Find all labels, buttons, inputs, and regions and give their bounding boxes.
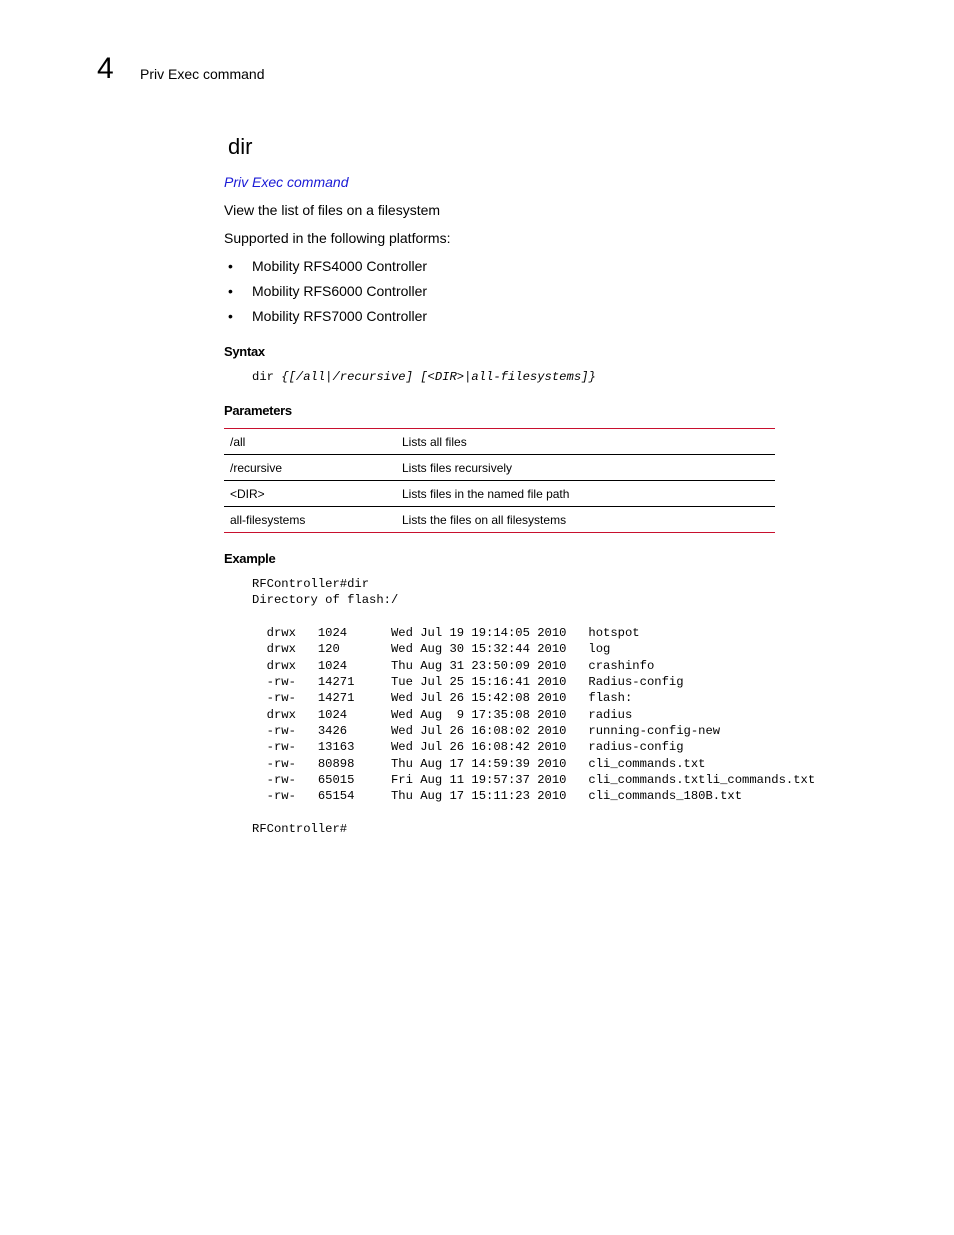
parameters-heading: Parameters <box>224 403 292 418</box>
bullet-icon: • <box>228 308 233 324</box>
param-name: <DIR> <box>224 481 396 507</box>
list-item: • Mobility RFS4000 Controller <box>228 258 428 274</box>
table-row <box>224 481 775 507</box>
syntax-command: dir <box>252 370 282 384</box>
chapter-title: Priv Exec command <box>140 66 265 82</box>
bullet-icon: • <box>228 258 233 274</box>
param-desc: Lists files recursively <box>396 455 775 481</box>
example-heading: Example <box>224 551 276 566</box>
command-description: View the list of files on a filesystem <box>224 202 441 218</box>
command-mode-link[interactable]: Priv Exec command <box>224 174 349 190</box>
param-desc: Lists the files on all filesystems <box>396 507 775 533</box>
list-item: • Mobility RFS6000 Controller <box>228 283 428 299</box>
syntax-line <box>252 370 596 384</box>
list-item: • Mobility RFS7000 Controller <box>228 308 428 324</box>
chapter-number: 4 <box>97 52 114 85</box>
param-name: /recursive <box>224 455 396 481</box>
supported-intro: Supported in the following platforms: <box>224 230 451 246</box>
bullet-icon: • <box>228 283 233 299</box>
table-row <box>224 429 775 455</box>
example-code-block: RFController#dir Directory of flash:/ drwx 1024 Wed Jul 19 19:14:05 2010 hotspot drwx 120 Wed Aug 30 15:32:44 2010 log drwx 1024 Thu Aug 31 23:50:09 2010 crashinfo -rw- 14271 Tue Jul 25 15:16:41 2010 Radius-config -rw- 14271 Wed Jul 26 15:42:08 2010 flash: drwx 1024 Wed Aug 9 17:35:08 2010 radius -rw- 3426 Wed Jul 26 16:08:02 2010 running-config-new -rw- 13163 Wed Jul 26 16:08:42 2010 radius-config -rw- 80898 Thu Aug 17 14:59:39 2010 cli_commands.txt -rw- 65015 Fri Aug 11 19:57:37 2010 cli_commands.txtli_commands.txt -rw- 65154 Thu Aug 17 15:11:23 2010 cli_commands_180B.txt RFController# <box>252 577 816 837</box>
syntax-heading: Syntax <box>224 344 265 359</box>
syntax-args: {[/all|/recursive] [<DIR>|all-filesystems]} <box>281 370 596 384</box>
param-desc: Lists all files <box>396 429 775 455</box>
table-row <box>224 507 775 533</box>
param-desc: Lists files in the named file path <box>396 481 775 507</box>
platform-list <box>224 258 427 333</box>
table-row <box>224 455 775 481</box>
param-name: all-filesystems <box>224 507 396 533</box>
command-title: dir <box>228 134 253 159</box>
param-name: /all <box>224 429 396 455</box>
parameters-table <box>224 428 775 533</box>
